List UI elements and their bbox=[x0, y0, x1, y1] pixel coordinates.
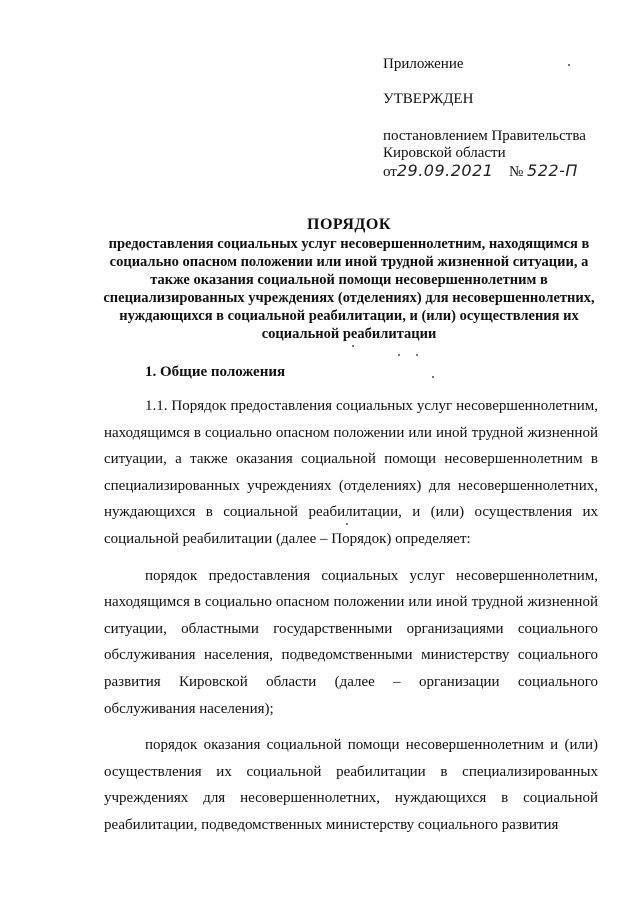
approved-label: УТВЕРЖДЕН bbox=[383, 91, 474, 107]
scan-speck bbox=[416, 354, 418, 356]
section-heading: 1. Общие положения bbox=[145, 364, 286, 380]
document-subtitle: предоставления социальных услуг несовершеннолетним, находящимся в социально опасном положении или иной трудной жизненной ситуации, а также оказания социальной помощи несовершеннолетним в специализированных учреждениях (отделениях) для несовершеннолетних, нуждающихся в социальной реабилитации, и (или) осуществления их социальной реабилитации bbox=[103, 236, 595, 342]
paragraph-3: порядок оказания социальной помощи несовершеннолетним и (или) осуществления их социальной реабилитации в специализированных учреждениях для несовершеннолетних, нуждающихся в социальной реабилитации, подведомственных министерству социального развития bbox=[104, 737, 598, 833]
approved-by-line-2: Кировской области bbox=[383, 145, 506, 161]
scan-speck bbox=[568, 64, 570, 66]
handwritten-date: 29.09.2021 bbox=[396, 161, 494, 180]
document-title: ПОРЯДОК bbox=[307, 216, 391, 233]
document-title-block bbox=[100, 216, 598, 343]
scan-speck bbox=[432, 376, 434, 378]
body-text bbox=[104, 393, 598, 849]
scan-speck bbox=[352, 345, 354, 347]
date-number-line bbox=[383, 162, 623, 181]
paragraph-1: 1.1. Порядок предоставления социальных услуг несовершеннолетним, находящимся в социально опасном положении или иной трудной жизненной ситуации, а также оказания социальной помощи несовершеннолетним в специализированных учреждениях (отделениях) для несовершеннолетних, нуждающихся в социальной реабилитации, и (или) осуществления их социальной реабилитации (далее – Порядок) определяет: bbox=[104, 398, 598, 547]
paragraph-2: порядок предоставления социальных услуг несовершеннолетним, находящимся в социально опасном положении или иной трудной жизненной ситуации, областными государственными организациями социального обслуживания населения, подведомственными министерству социального развития Кировской области (далее – организации социального обслуживания населения); bbox=[104, 567, 598, 717]
date-prefix: от bbox=[383, 164, 397, 180]
scan-speck bbox=[346, 523, 348, 525]
approved-by-line-1: постановлением Правительства bbox=[383, 128, 586, 144]
appendix-label: Приложение bbox=[383, 56, 464, 72]
number-prefix: № bbox=[508, 164, 524, 180]
approval-block bbox=[383, 56, 623, 181]
scan-speck bbox=[398, 354, 400, 356]
handwritten-number: 522-П bbox=[527, 161, 578, 180]
